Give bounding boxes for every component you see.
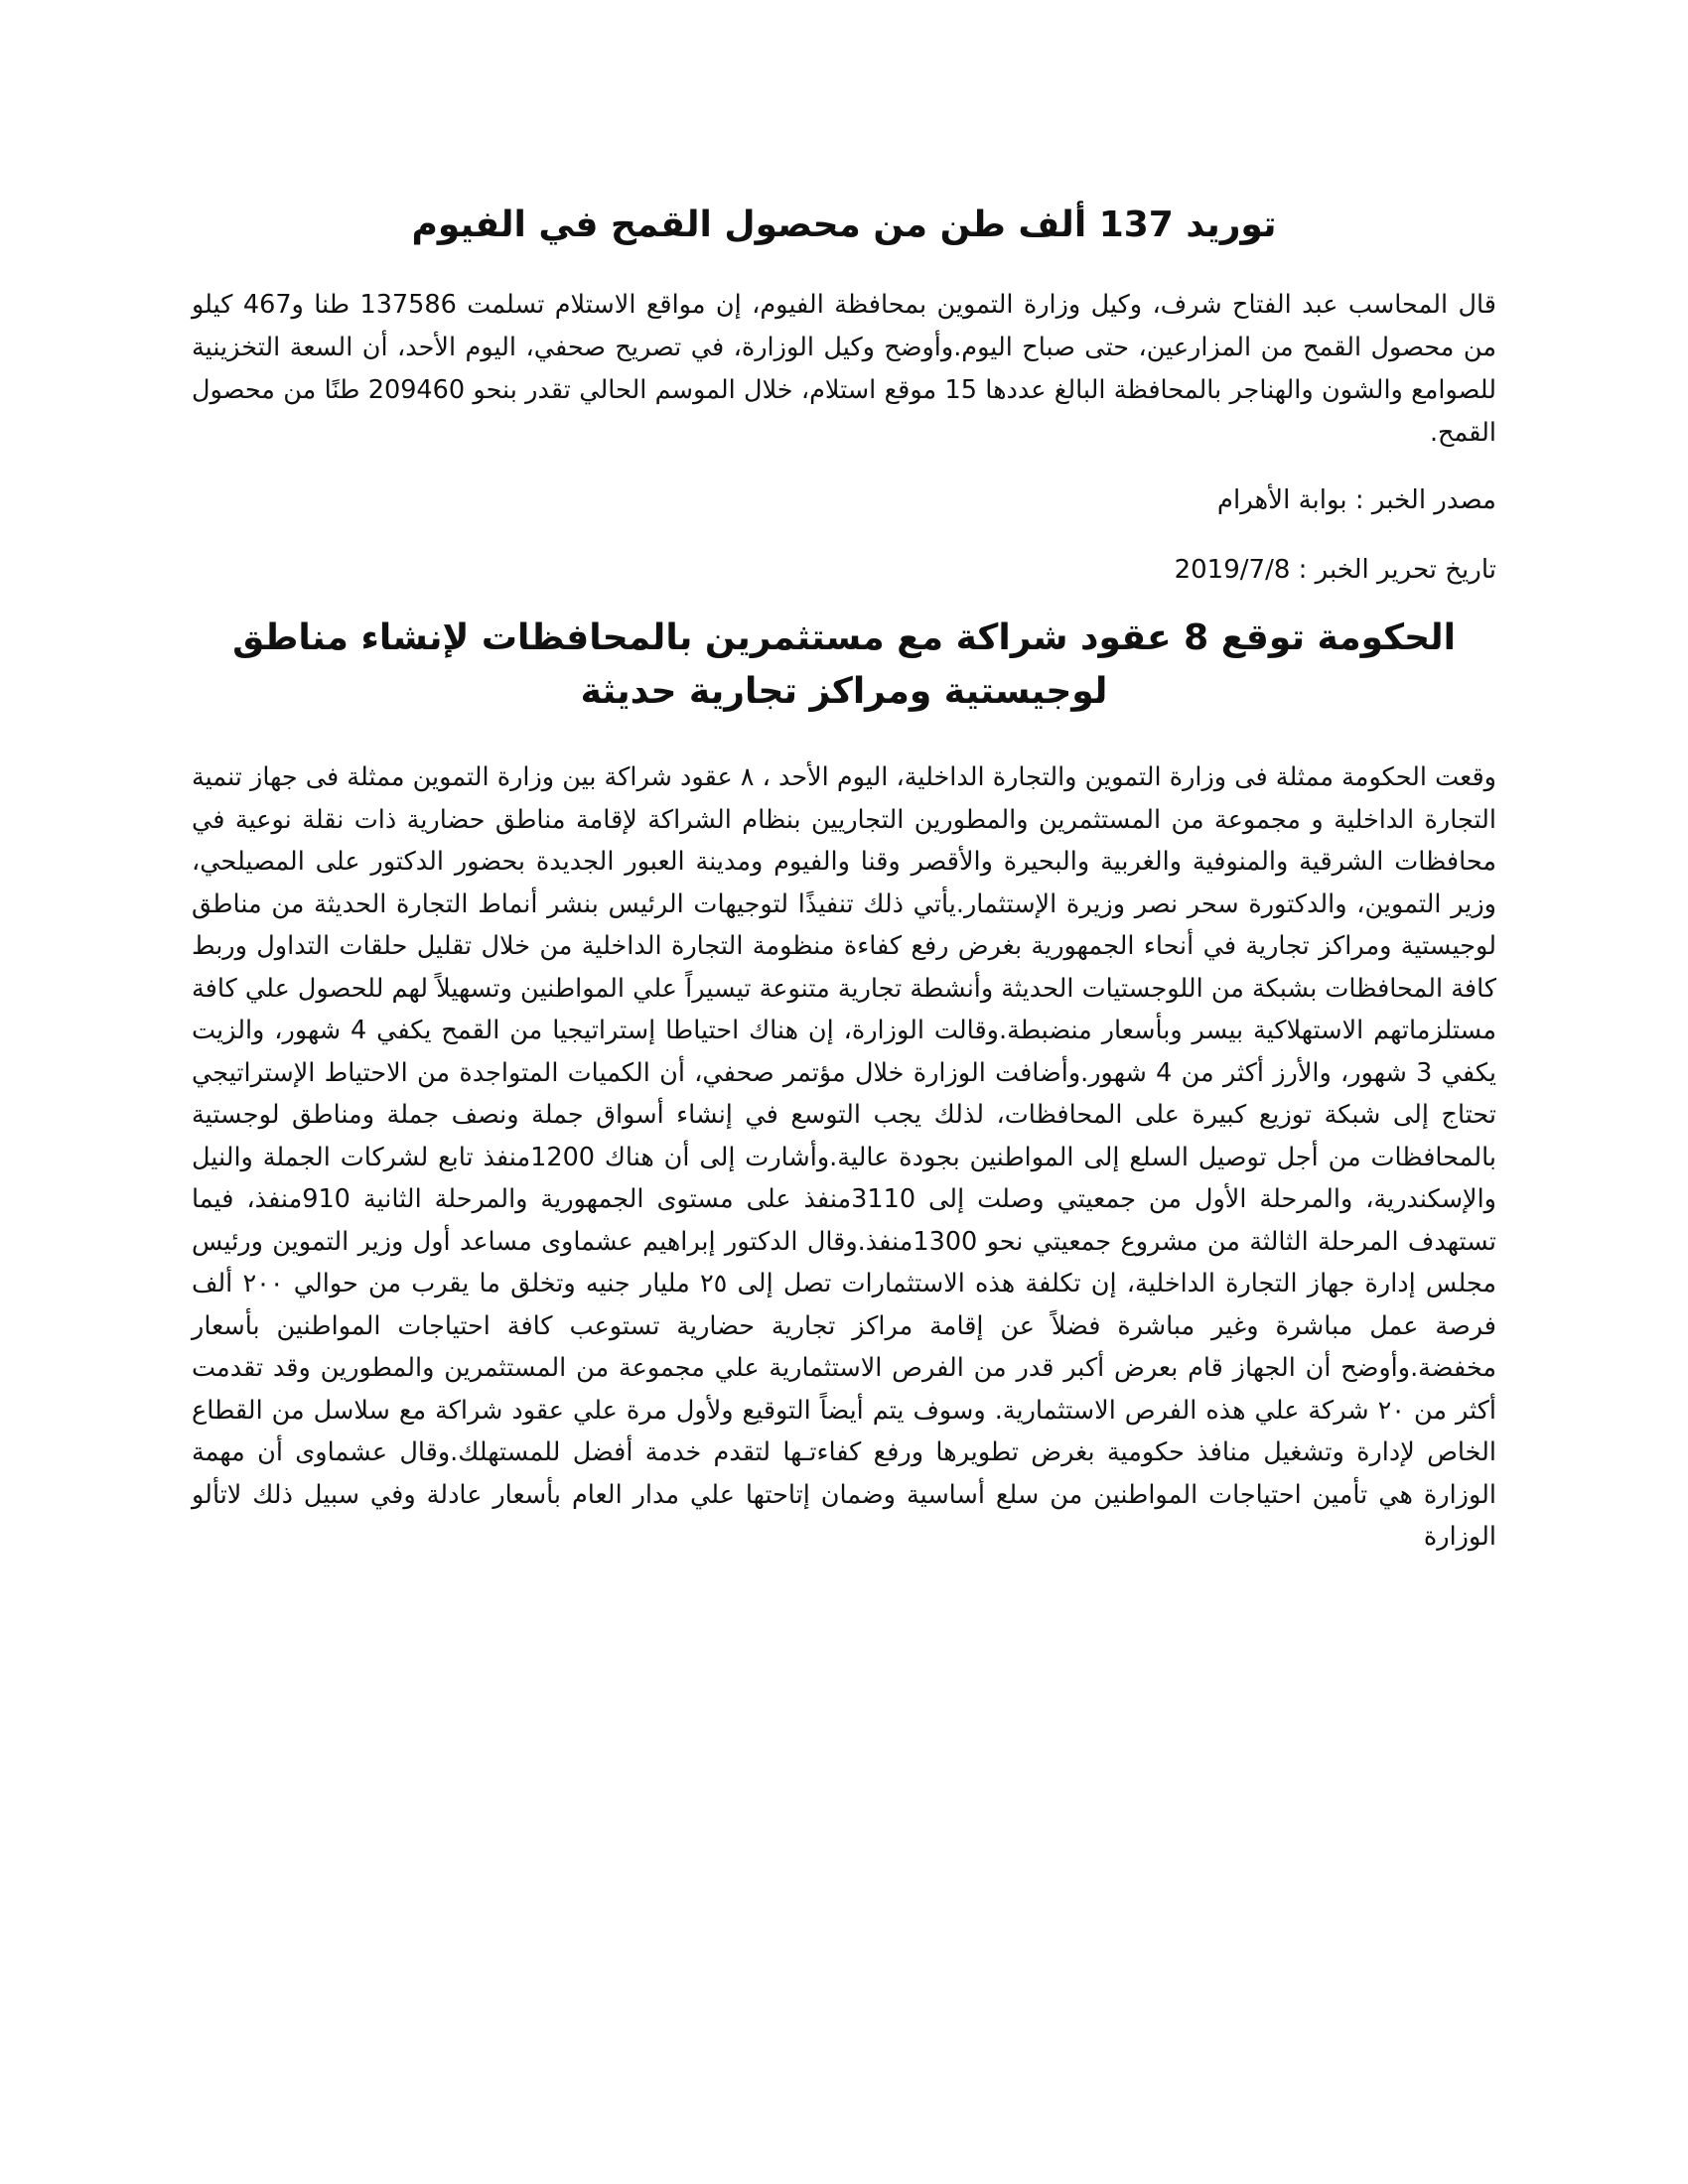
- article-2-title: الحكومة توقع 8 عقود شراكة مع مستثمرين بالمحافظات لإنشاء مناطق لوجيستية ومراكز تجارية حديثة: [232, 617, 1456, 712]
- article-1-title: توريد 137 ألف طن من محصول القمح في الفيوم: [411, 205, 1277, 245]
- article-1-date: تاريخ تحرير الخبر : 2019/7/8: [1174, 555, 1496, 585]
- article-1-source: مصدر الخبر : بوابة الأهرام: [1216, 485, 1496, 515]
- article-1-body: قال المحاسب عبد الفتاح شرف، وكيل وزارة التموين بمحافظة الفيوم، إن مواقع الاستلام تسلمت 137586 طنا و467 كيلو من محصول القمح من المزارعين، حتى صباح اليوم.وأوضح وكيل الوزارة، في تصريح صحفي، اليوم الأحد، أن السعة التخزينية للصوامع والشون والهناجر بالمحافظة البالغ عددها 15 موقع استلام، خلال الموسم الحالي تقدر بنحو 209460 طنًا من محصول القمح.: [192, 290, 1496, 448]
- article-2-body: وقعت الحكومة ممثلة فى وزارة التموين والتجارة الداخلية، اليوم الأحد ، ٨ عقود شراكة بين وزارة التموين ممثلة فى جهاز تنمية التجارة الداخلية و مجموعة من المستثمرين والمطورين التجاريين بنظام الشراكة لإقامة مناطق حضارية ذات نقلة نوعية في محافظات الشرقية والمنوفية والغربية والبحيرة والأقصر وقنا والفيوم ومدينة العبور الجديدة بحضور الدكتور على المصيلحي، وزير التموين، والدكتورة سحر نصر وزيرة الإستثمار.يأتي ذلك تنفيذًا لتوجيهات الرئيس بنشر أنماط التجارة الحديثة من مناطق لوجيستية ومراكز تجارية في أنحاء الجمهورية بغرض رفع كفاءة منظومة التجارة الداخلية من خلال تقليل حلقات التداول وربط كافة المحافظات بشبكة من اللوجستيات الحديثة وأنشطة تجارية متنوعة تيسيراً علي المواطنين وتسهيلاً لهم للحصول علي كافة مستلزماتهم الاستهلاكية بيسر وبأسعار منضبطة.وقالت الوزارة، إن هناك احتياطا إستراتيجيا من القمح يكفي 4 شهور، والزيت يكفي 3 شهور، والأرز أكثر من 4 شهور.وأضافت الوزارة خلال مؤتمر صحفي، أن الكميات المتواجدة من الاحتياط الإستراتيجي تحتاج إلى شبكة توزيع كبيرة على المحافظات، لذلك يجب التوسع في إنشاء أسواق جملة ونصف جملة ومناطق لوجستية بالمحافظات من أجل توصيل السلع إلى المواطنين بجودة عالية.وأشارت إلى أن هناك 1200منفذ تابع لشركات الجملة والنيل والإسكندرية، والمرحلة الأول من جمعيتي وصلت إلى 3110منفذ على مستوى الجمهورية والمرحلة الثانية 910منفذ، فيما تستهدف المرحلة الثالثة من مشروع جمعيتي نحو 1300منفذ.وقال الدكتور إبراهيم عشماوى مساعد أول وزير التموين ورئيس مجلس إدارة جهاز التجارة الداخلية، إن تكلفة هذه الاستثمارات تصل إلى ٢٥ مليار جنيه وتخلق ما يقرب من حوالي ٢٠٠ ألف فرصة عمل مباشرة وغير مباشرة فضلاً عن إقامة مراكز تجارية حضارية تستوعب كافة احتياجات المواطنين بأسعار مخفضة.وأوضح أن الجهاز قام بعرض أكبر قدر من الفرص الاستثمارية علي مجموعة من المستثمرين والمطورين وقد تقدمت أكثر من ٢٠ شركة علي هذه الفرص الاستثمارية. وسوف يتم أيضاً التوقيع ولأول مرة علي عقود شراكة مع سلاسل من القطاع الخاص لإدارة وتشغيل منافذ حكومية بغرض تطويرها ورفع كفاءتـها لتقدم خدمة أفضل للمستهلك.وقال عشماوى أن مهمة الوزارة هي تأمين احتياجات المواطنين من سلع أساسية وضمان إتاحتها علي مدار العام بأسعار عادلة وفي سبيل ذلك لاتألو الوزارة: [192, 762, 1497, 1552]
